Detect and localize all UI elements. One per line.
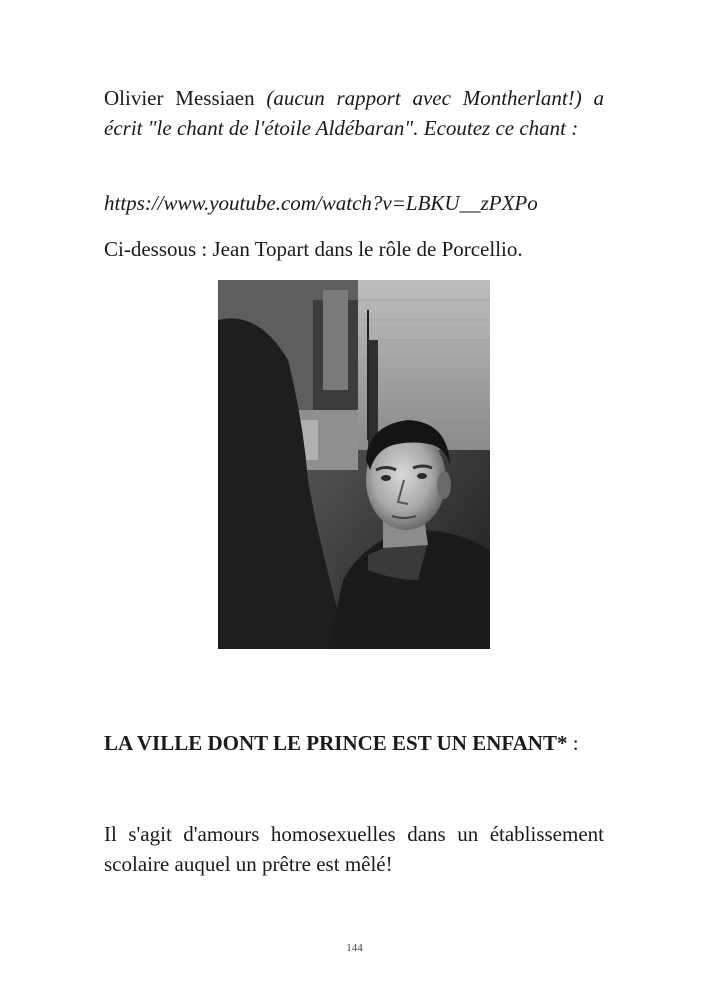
youtube-link[interactable] bbox=[104, 188, 604, 218]
photo-caption bbox=[104, 234, 604, 264]
section-heading-text: LA VILLE DONT LE PRINCE EST UN ENFANT* bbox=[104, 731, 568, 755]
photo-caption-text: Ci-dessous : Jean Topart dans le rôle de Porcellio. bbox=[104, 237, 523, 261]
section-body bbox=[104, 819, 604, 879]
section-body-text: Il s'agit d'amours homosexuelles dans un établissement scolaire auquel un prêtre est mêlé! bbox=[104, 822, 604, 876]
intro-italic-text: (aucun rapport avec Montherlant!) a écrit "le chant de l'étoile Aldébaran". Ecoutez ce chant : bbox=[104, 86, 604, 140]
page-number: 144 bbox=[346, 942, 363, 954]
intro-text: Olivier Messiaen bbox=[104, 86, 267, 110]
actor-photo bbox=[218, 280, 490, 649]
photo-illustration bbox=[218, 280, 490, 649]
youtube-link-text[interactable]: https://www.youtube.com/watch?v=LBKU__zPXPo bbox=[104, 191, 538, 215]
section-heading bbox=[104, 728, 604, 758]
intro-paragraph bbox=[104, 83, 604, 143]
section-heading-colon: : bbox=[567, 731, 579, 755]
